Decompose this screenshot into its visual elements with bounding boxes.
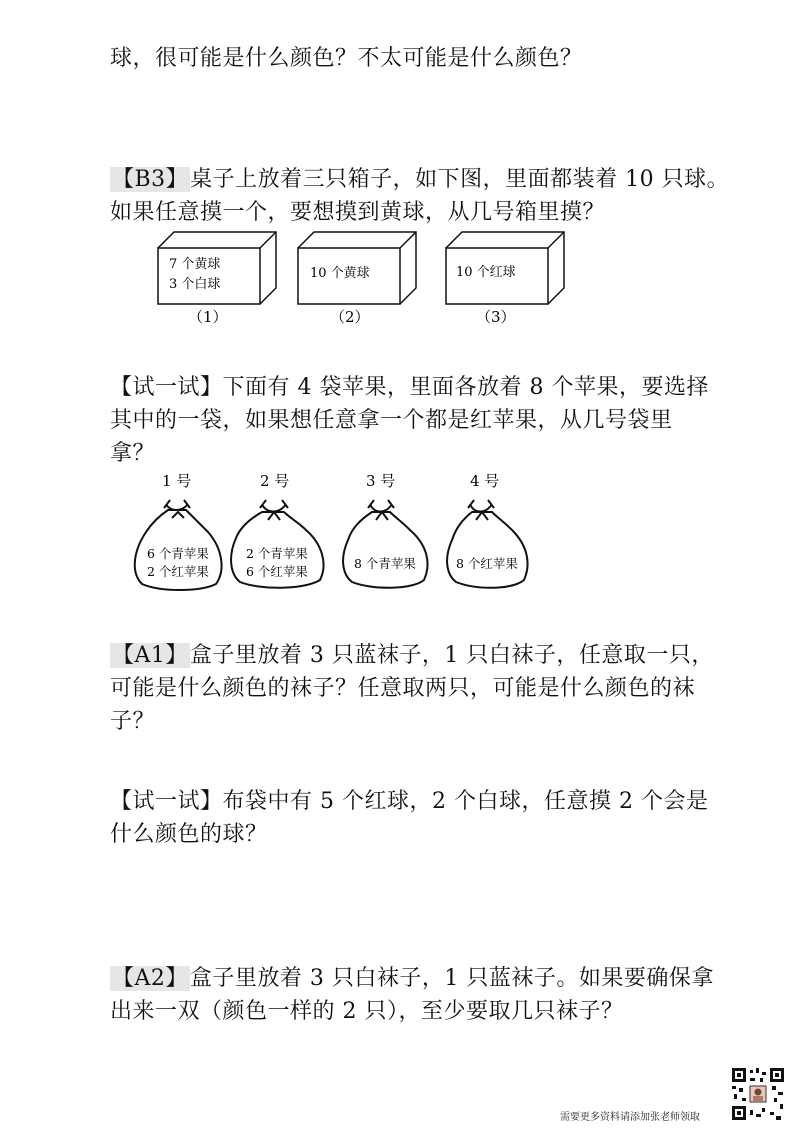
question-a2-line2: 出来一双（颜色一样的 2 只），至少要取几只袜子？	[110, 999, 624, 1024]
bag-3-label: 3 号	[366, 472, 396, 490]
bags-figure	[0, 468, 800, 598]
question-tag: 【试一试】	[110, 789, 223, 814]
bag-1-line2: 2 个红苹果	[147, 564, 209, 579]
qr-code-icon	[730, 1066, 786, 1122]
bag-2-label: 2 号	[260, 472, 290, 490]
bag-2-line1: 2 个青苹果	[246, 546, 308, 561]
question-try2-line1	[110, 785, 708, 819]
question-b3-line2: 如果任意摸一个，要想摸到黄球，从几号箱里摸？	[110, 200, 606, 225]
bag-4-line1: 8 个红苹果	[456, 556, 518, 571]
box-3-label: （3）	[476, 308, 516, 326]
question-text: 桌子上放着三只箱子，如下图，里面都装着 10 只球。	[190, 167, 730, 192]
question-text: 球，很可能是什么颜色？不太可能是什么颜色？	[110, 46, 583, 71]
question-try1-line2: 其中的一袋，如果想任意拿一个都是红苹果，从几号袋里	[110, 408, 673, 433]
question-tag: 【试一试】	[110, 375, 223, 400]
boxes-figure	[0, 226, 800, 326]
question-tag: 【A2】	[112, 966, 188, 991]
question-tag: 【A1】	[112, 643, 188, 668]
box-2-label: （2）	[330, 308, 370, 326]
question-a2-line1	[110, 962, 714, 996]
question-try2-line2: 什么颜色的球？	[110, 822, 268, 847]
bag-4-outline	[447, 512, 528, 588]
box-1-line2: 3 个白球	[169, 277, 221, 292]
question-a1-line3: 子？	[110, 709, 156, 734]
question-text: 布袋中有 5 个红球，2 个白球，任意摸 2 个会是	[222, 789, 709, 814]
question-b3-line1	[110, 163, 729, 197]
box-1-label: （1）	[188, 308, 228, 326]
question-text: 盒子里放着 3 只白袜子，1 只蓝袜子。如果要确保拿	[189, 966, 714, 991]
question-try1-line1	[110, 371, 709, 405]
bag-4-label: 4 号	[470, 472, 500, 490]
box-3-line1: 10 个红球	[456, 265, 516, 280]
bag-1-line1: 6 个青苹果	[147, 546, 209, 561]
bag-3-outline	[343, 512, 427, 588]
footer-note: 需要更多资料请添加张老师领取	[560, 1112, 700, 1123]
question-try1-line3: 拿？	[110, 441, 156, 466]
question-text: 下面有 4 袋苹果，里面各放着 8 个苹果，要选择	[222, 375, 709, 400]
question-text: 盒子里放着 3 只蓝袜子，1 只白袜子，任意取一只，	[189, 643, 714, 668]
box-2-line1: 10 个黄球	[310, 266, 370, 281]
bag-1-label: 1 号	[162, 472, 192, 490]
question-a1-line2: 可能是什么颜色的袜子？任意取两只，可能是什么颜色的袜	[110, 676, 696, 701]
box-1-line1: 7 个黄球	[169, 257, 221, 272]
question-a1-line1	[110, 639, 714, 673]
bag-2-line2: 6 个红苹果	[246, 564, 308, 579]
question-tag: 【B3】	[112, 167, 189, 192]
bag-3-line1: 8 个青苹果	[354, 556, 416, 571]
